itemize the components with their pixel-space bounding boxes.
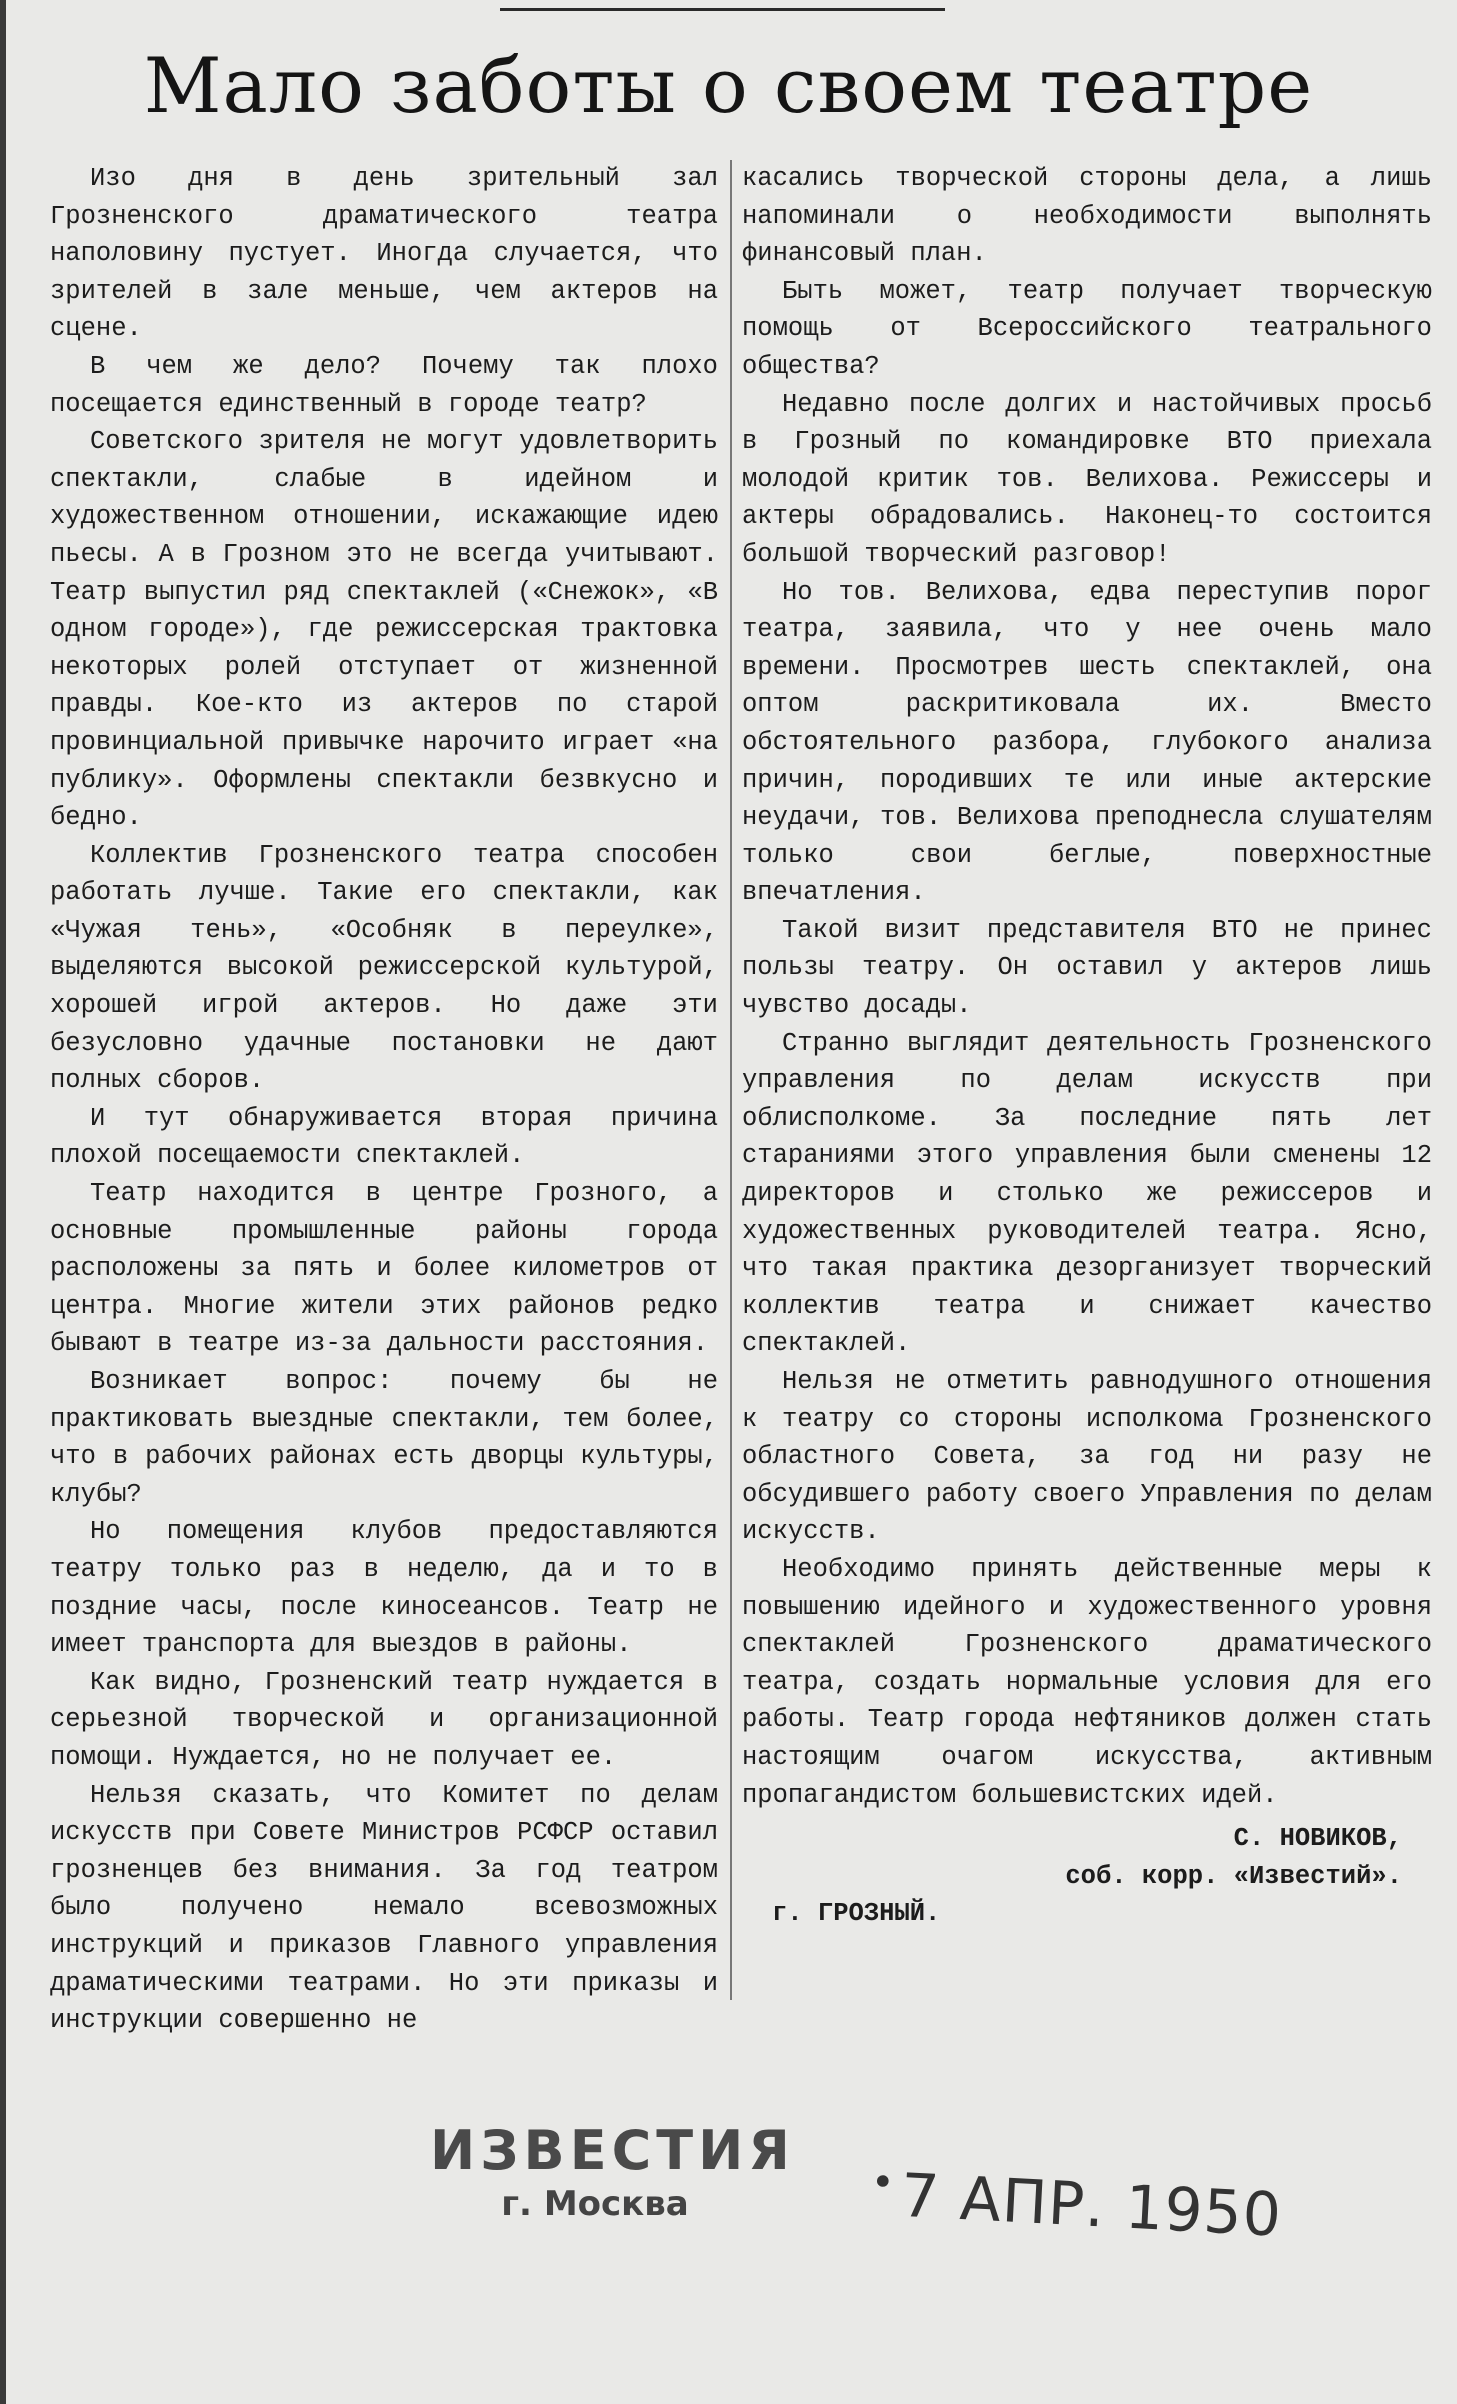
dateline-place: г. ГРОЗНЫЙ. (772, 1899, 941, 1929)
paragraph: Странно выглядит деятельность Грозненского управления по делам искусств при облисполкоме. За последние пять лет стараниями этого управления были сменены 12 директоров и столько же режиссеров и художественных руководителей театра. Ясно, что такая практика дезорганизует творческий коллектив театра и снижает качество спектаклей. (742, 1028, 1432, 1359)
paragraph: Такой визит представителя ВТО не принес пользы театру. Он оставил у актеров лишь чувство досады. (742, 915, 1432, 1021)
paragraph: Недавно после долгих и настойчивых просьб в Грозный по командировке ВТО приехала молодой критик тов. Велихова. Режиссеры и актеры обрадовались. Наконец-то состоится большой творческий разговор! (742, 389, 1432, 569)
left-column (50, 160, 718, 2040)
date-stamp (868, 2159, 1283, 2250)
paragraph: Театр находится в центре Грозного, а основные промышленные районы города расположены за пять и более километров от центра. Многие жители этих районов редко бывают в театре из-за дальности расстояния. (50, 1179, 718, 1359)
paragraph: Советского зрителя не могут удовлетворить спектакли, слабые в идейном и художественном отношении, искажающие идею пьесы. А в Грозном это не всегда учитывают. Театр выпустил ряд спектаклей («Снежок», «В одном городе»), где режиссерская трактовка некоторых ролей отступает от жизненной правды. Кое-кто из актеров по старой провинциальной привычке нарочито играет «на публику». Оформлены спектакли безвкусно и бедно. (50, 427, 718, 833)
paragraph: В чем же дело? Почему так плохо посещается единственный в городе театр? (50, 351, 718, 419)
paragraph: Нельзя сказать, что Комитет по делам искусств при Совете Министров РСФСР оставил грозненцев без внимания. За год театром было получено немало всевозможных инструкций и приказов Главного управления драматическими театрами. Но эти приказы и инструкции совершенно не (50, 1780, 718, 2036)
paragraph: Но помещения клубов предоставляются театру только раз в неделю, да и то в поздние часы, после киносеансов. Театр не имеет транспорта для выездов в районы. (50, 1517, 718, 1660)
stamp-title: ИЗВЕСТИЯ (430, 2119, 795, 2182)
stamp-city: г. Москва (501, 2184, 689, 2224)
paragraph: И тут обнаруживается вторая причина плохой посещаемости спектаклей. (50, 1103, 718, 1171)
paragraph-continuation: касались творческой стороны дела, а лишь напоминали о необходимости выполнять финансовый план. (742, 164, 1432, 269)
paragraph: Но тов. Велихова, едва переступив порог театра, заявила, что у нее очень мало времени. Просмотрев шесть спектаклей, она оптом раскритиковала их. Вместо обстоятельного разбора, глубокого анализа причин, породивших те или иные актерские неудачи, тов. Велихова преподнесла слушателям только свои беглые, поверхностные впечатления. (742, 577, 1432, 908)
author-name: С. НОВИКОВ, (1233, 1824, 1402, 1854)
stamp-dot-icon: • (869, 2159, 897, 2207)
right-column (742, 160, 1432, 1933)
paragraph: Коллектив Грозненского театра способен работать лучше. Такие его спектакли, как «Чужая тень», «Особняк в переулке», выделяются высокой режиссерской культурой, хорошей игрой актеров. Но даже эти безусловно удачные постановки не дают полных сборов. (50, 840, 718, 1096)
paragraph: Быть может, театр получает творческую помощь от Всероссийского театрального общества? (742, 276, 1432, 381)
headline: Мало заботы о своем театре (143, 41, 1314, 130)
top-rule (500, 8, 945, 11)
archive-stamp (430, 2119, 795, 2226)
byline (742, 1820, 1432, 1933)
paragraph: Как видно, Грозненский театр нуждается в серьезной творческой и организационной помощи. Нуждается, но не получает ее. (50, 1667, 718, 1772)
author-role: соб. корр. «Известий». (1065, 1861, 1402, 1891)
paragraph: Возникает вопрос: почему бы не практиковать выездные спектакли, тем более, что в рабочих районах есть дворцы культуры, клубы? (50, 1367, 718, 1509)
article-body (0, 160, 1457, 2036)
paragraph: Изо дня в день зрительный зал Грозненского драматического театра наполовину пустует. Иногда случается, что зрителей в зале меньше, чем актеров на сцене. (50, 164, 718, 344)
paragraph: Необходимо принять действенные меры к повышению идейного и художественного уровня спектаклей Грозненского драматического театра, создать нормальные условия для его работы. Театр города нефтяников должен стать настоящим очагом искусства, активным пропагандистом большевистских идей. (742, 1554, 1432, 1810)
date-stamp-text: 7 АПР. 1950 (899, 2160, 1284, 2251)
paragraph: Нельзя не отметить равнодушного отношения к театру со стороны исполкома Грозненского областного Совета, за год ни разу не обсудившего работу своего Управления по делам искусств. (742, 1367, 1432, 1547)
